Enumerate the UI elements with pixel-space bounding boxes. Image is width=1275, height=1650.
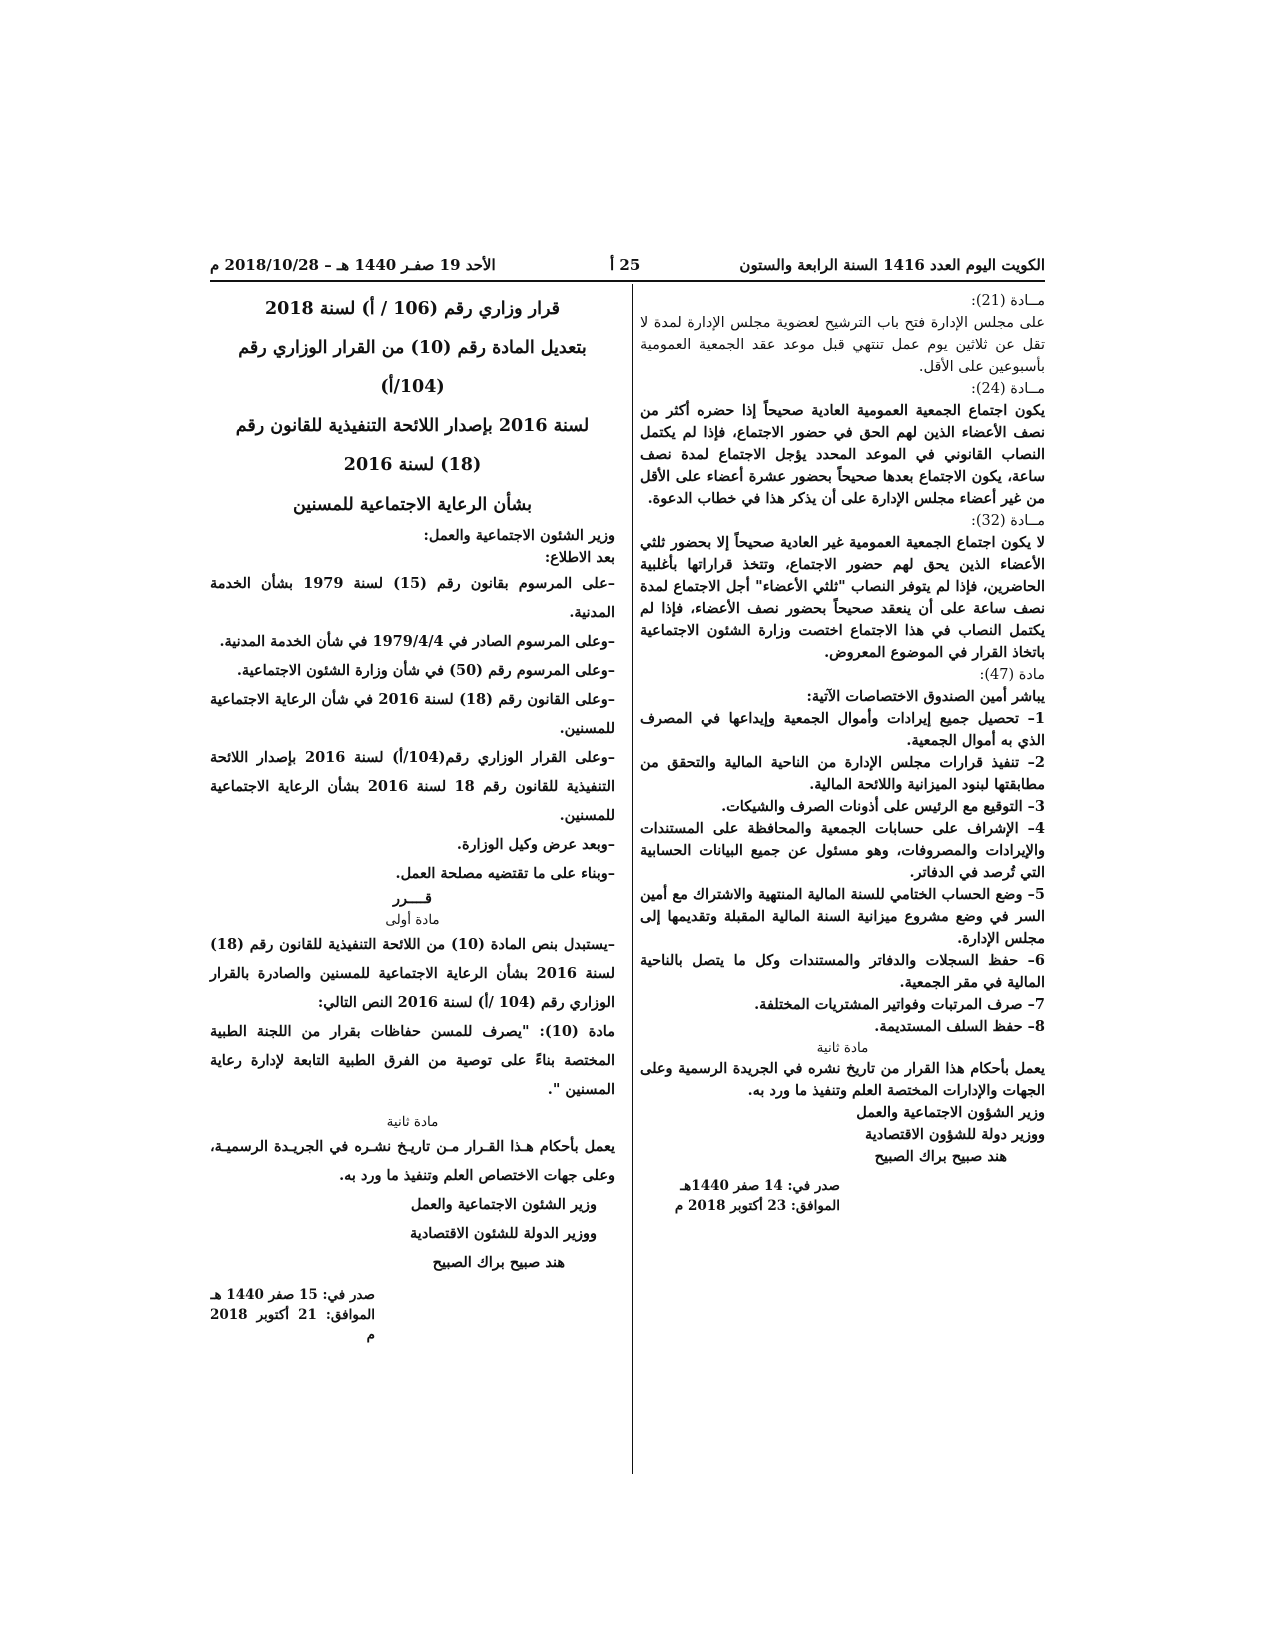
list-item: 1– تحصيل جميع إيرادات وأموال الجمعية وإيداعها في المصرف الذي به أموال الجمعية.: [640, 710, 1045, 749]
signature-name: هند صبيح براك الصبيح: [874, 1148, 1007, 1165]
corresponding-date: الموافق: 21 أكتوبر 2018 م: [210, 1307, 375, 1343]
decision-subtitle: بشأن الرعاية الاجتماعية للمسنين: [292, 495, 533, 515]
column-divider: [632, 284, 633, 1474]
second-article-title: مادة ثانية: [816, 1040, 869, 1056]
left-column: [210, 290, 615, 1345]
list-item: 7– صرف المرتبات وفواتير المشتريات المختلفة.: [754, 996, 1045, 1013]
signature-title-2: ووزير دولة للشؤون الاقتصادية: [865, 1126, 1045, 1143]
article-32-title: مــادة (32):: [970, 513, 1045, 529]
decision-title-line: بتعديل المادة رقم (10) من القرار الوزاري رقم (104/أ): [238, 338, 587, 397]
second-article-text: يعمل بأحكام هـذا القـرار مـن تاريـخ نشـره في الجريـدة الرسميـة، وعلى جهات الاختصاص العلم وتنفيذ ما ورد به.: [210, 1138, 615, 1184]
decision-title-line: قرار وزاري رقم (106 / أ) لسنة 2018: [264, 299, 561, 319]
article-21-title: مــادة (21):: [970, 293, 1045, 309]
first-article-quote: مادة (10): "يصرف للمسن حفاظات بقرار من اللجنة الطبية المختصة بناءً على توصية من الفرق الطبية التابعة لإدارة رعاية المسنين ".: [210, 1023, 615, 1098]
article-47-intro: يباشر أمين الصندوق الاختصاصات الآتية:: [806, 688, 1045, 705]
recital-item: –وبناء على ما تقتضيه مصلحة العمل.: [395, 865, 615, 882]
list-item: 6– حفظ السجلات والدفاتر والمستندات وكل ما يتصل بالناحية المالية في مقر الجمعية.: [640, 952, 1045, 991]
signature-title-1: وزير الشؤون الاجتماعية والعمل: [856, 1104, 1045, 1121]
corresponding-date: الموافق: 23 أكتوبر 2018 م: [674, 1198, 840, 1214]
minister-line: وزير الشئون الاجتماعية والعمل:: [423, 527, 615, 544]
first-article-title: مادة أولى: [385, 912, 440, 928]
page-header: [210, 256, 1045, 282]
list-item: 8– حفظ السلف المستديمة.: [874, 1018, 1045, 1035]
decided-heading: قــــرر: [393, 890, 432, 907]
list-item: 4– الإشراف على حسابات الجمعية والمحافظة على المستندات والإيرادات والمصروفات، وهو مسئول عن جميع البيانات الحسابية التي تُرصد في الدفاتر.: [640, 820, 1045, 881]
list-item: 3– التوقيع مع الرئيس على أذونات الصرف والشيكات.: [721, 798, 1045, 815]
second-article-title: مادة ثانية: [386, 1114, 439, 1130]
first-article-text: –يستبدل بنص المادة (10) من اللائحة التنفيذية للقانون رقم (18) لسنة 2016 بشأن الرعاية الاجتماعية للمسنين والصادرة بالقرار الوزاري رقم (104 /أ) لسنة 2016 النص التالي:: [210, 936, 615, 1011]
article-21-text: على مجلس الإدارة فتح باب الترشيح لعضوية مجلس الإدارة لمدة لا تقل عن ثلاثين يوم عمل تنتهي قبل موعد عقد الجمعية العمومية بأسبوعين على الأقل.: [640, 315, 1045, 375]
second-article-text: يعمل بأحكام هذا القرار من تاريخ نشره في الجريدة الرسمية وعلى الجهات والإدارات المختصة العلم وتنفيذ ما ورد به.: [640, 1060, 1045, 1099]
recital-item: –وعلى القرار الوزاري رقم(104/أ) لسنة 2016 بإصدار اللائحة التنفيذية للقانون رقم 18 لسنة 2016 بشأن الرعاية الاجتماعية للمسنين.: [210, 749, 616, 824]
article-47-title: مادة (47):: [979, 667, 1045, 683]
list-item: 2– تنفيذ قرارات مجلس الإدارة من الناحية المالية والتحقق من مطابقتها لبنود الميزانية واللائحة المالية.: [640, 754, 1045, 793]
signature-name: هند صبيح براك الصبيح: [432, 1254, 565, 1271]
decision-title-line: (18) لسنة 2016: [343, 455, 482, 475]
right-column: [640, 290, 1045, 1216]
signature-title-2: ووزير الدولة للشئون الاقتصادية: [410, 1225, 597, 1242]
article-24-text: يكون اجتماع الجمعية العمومية العادية صحيحاً إذا حضره أكثر من نصف الأعضاء الذين لهم الحق في حضور الاجتماع، فإذا لم يكتمل النصاب القانوني في الموعد المحدد يؤجل الاجتماع لمدة نصف ساعة، يكون الاجتماع بعدها صحيحاً بحضور عشرة أعضاء على الأقل من غير أعضاء مجلس الإدارة على أن يذكر هذا في خطاب الدعوة.: [640, 402, 1045, 507]
article-32-text: لا يكون اجتماع الجمعية العمومية غير العادية صحيحاً إلا بحضور ثلثي الأعضاء الذين يحق لهم حضور الاجتماع، وتتخذ قراراتها بأغلبية الحاضرين، فإذا لم يتوفر النصاب "ثلثي الأعضاء" أجل الاجتماع لمدة نصف ساعة على أن ينعقد صحيحاً بحضور نصف الأعضاء، فإذا لم يكتمل النصاب في هذا الاجتماع اختصت وزارة الشئون الاجتماعية باتخاذ القرار في الموضوع المعروض.: [640, 534, 1045, 661]
header-page-number: 25 أ: [610, 256, 641, 274]
header-date: الأحد 19 صفـر 1440 هـ – 2018/10/28 م: [210, 256, 496, 274]
issued-date: صدر في: 15 صفر 1440 هـ: [210, 1287, 375, 1303]
recital-item: –وعلى المرسوم رقم (50) في شأن وزارة الشئون الاجتماعية.: [236, 662, 615, 679]
after-review: بعد الاطلاع:: [544, 549, 615, 566]
signature-title-1: وزير الشئون الاجتماعية والعمل: [410, 1196, 597, 1213]
header-publication: الكويت اليوم العدد 1416 السنة الرابعة والستون: [739, 256, 1045, 274]
list-item: 5– وضع الحساب الختامي للسنة المالية المنتهية والاشتراك مع أمين السر في وضع مشروع ميزانية السنة المالية المقبلة وتقديمها إلى مجلس الإدارة.: [640, 886, 1045, 947]
recital-item: –وعلى القانون رقم (18) لسنة 2016 في شأن الرعاية الاجتماعية للمسنين.: [210, 691, 615, 737]
article-24-title: مــادة (24):: [970, 381, 1045, 397]
recital-item: –على المرسوم بقانون رقم (15) لسنة 1979 بشأن الخدمة المدنية.: [210, 575, 615, 621]
decision-title-line: لسنة 2016 بإصدار اللائحة التنفيذية للقانون رقم: [235, 416, 590, 436]
recital-item: –وعلى المرسوم الصادر في 1979/4/4 في شأن الخدمة المدنية.: [219, 633, 615, 650]
recital-item: –وبعد عرض وكيل الوزارة.: [456, 836, 615, 853]
issued-date: صدر في: 14 صفر 1440هـ: [680, 1178, 840, 1194]
